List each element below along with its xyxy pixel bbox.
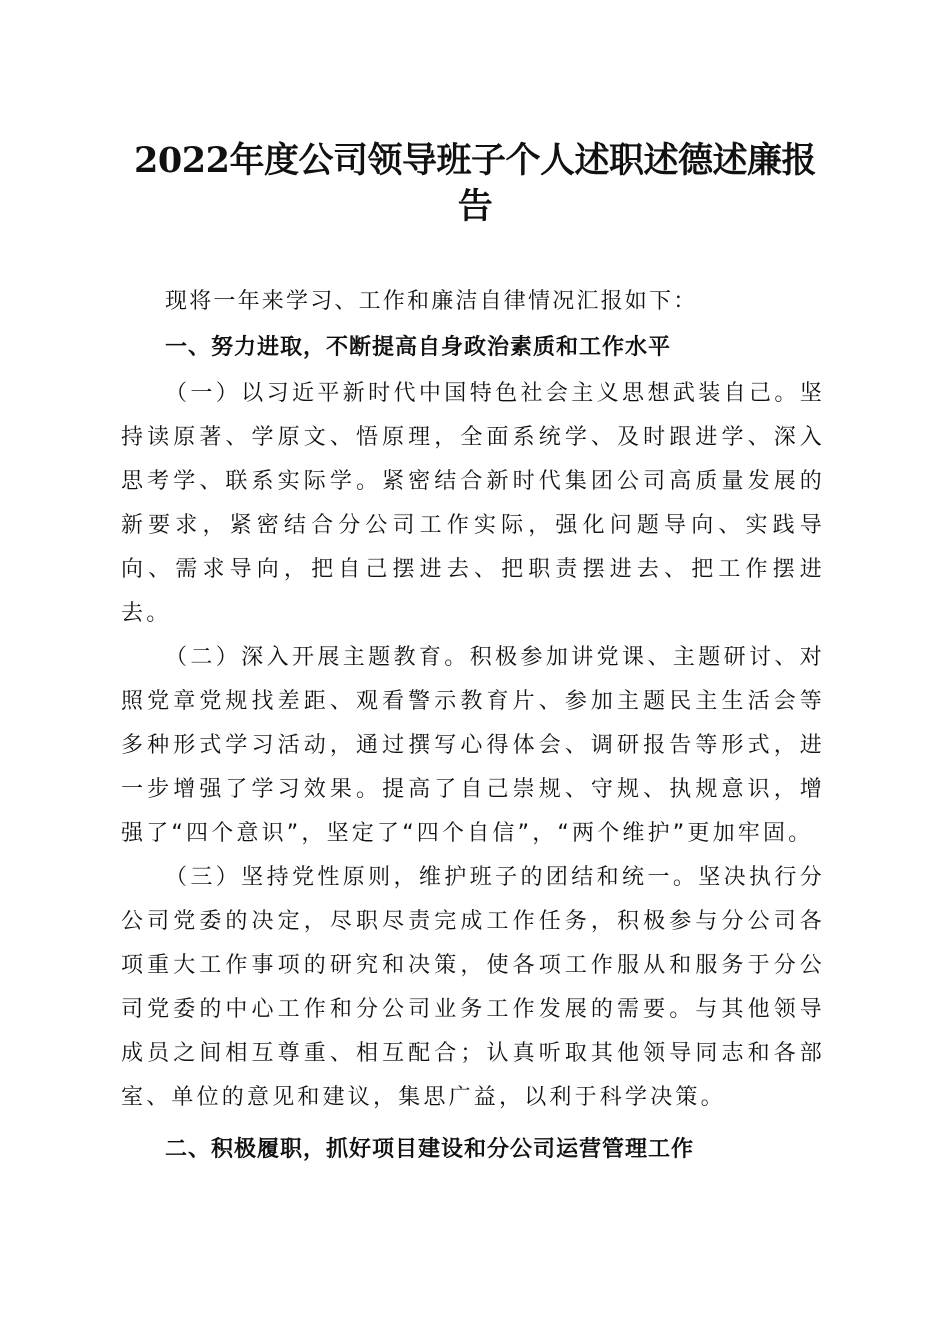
intro-paragraph: 现将一年来学习、工作和廉洁自律情况汇报如下：	[165, 289, 698, 314]
section-2-heading: 二、积极履职，抓好项目建设和分公司运营管理工作	[165, 1137, 695, 1162]
section-1-paragraph-2: （二）深入开展主题教育。积极参加讲党课、主题研讨、对照党章党规找差距、观看警示教育片、参加主题民主生活会等多种形式学习活动，通过撰写心得体会、调研报告等形式，进一步增强了学习效果。提高了自己崇规、守规、执规意识，增强了“四个意识”，坚定了“四个自信”，“两个维护”更加牢固。	[121, 645, 825, 846]
document-title: 2022年度公司领导班子个人述职述德述廉报告	[134, 140, 816, 227]
document-body	[121, 280, 825, 1174]
section-1-paragraph-3: （三）坚持党性原则，维护班子的团结和统一。坚决执行分公司党委的决定，尽职尽责完成工作任务，积极参与分公司各项重大工作事项的研究和决策，使各项工作服从和服务于分公司党委的中心工作和分公司业务工作发展的需要。与其他领导成员之间相互尊重、相互配合；认真听取其他领导同志和各部室、单位的意见和建议，集思广益，以利于科学决策。	[121, 865, 825, 1110]
section-1-paragraph-1: （一）以习近平新时代中国特色社会主义思想武装自己。坚持读原著、学原文、悟原理，全面系统学、及时跟进学、深入思考学、联系实际学。紧密结合新时代集团公司高质量发展的新要求，紧密结合分公司工作实际，强化问题导向、实践导向、需求导向，把自己摆进去、把职责摆进去、把工作摆进去。	[121, 381, 825, 626]
section-1-heading: 一、努力进取，不断提高自身政治素质和工作水平	[165, 335, 672, 360]
